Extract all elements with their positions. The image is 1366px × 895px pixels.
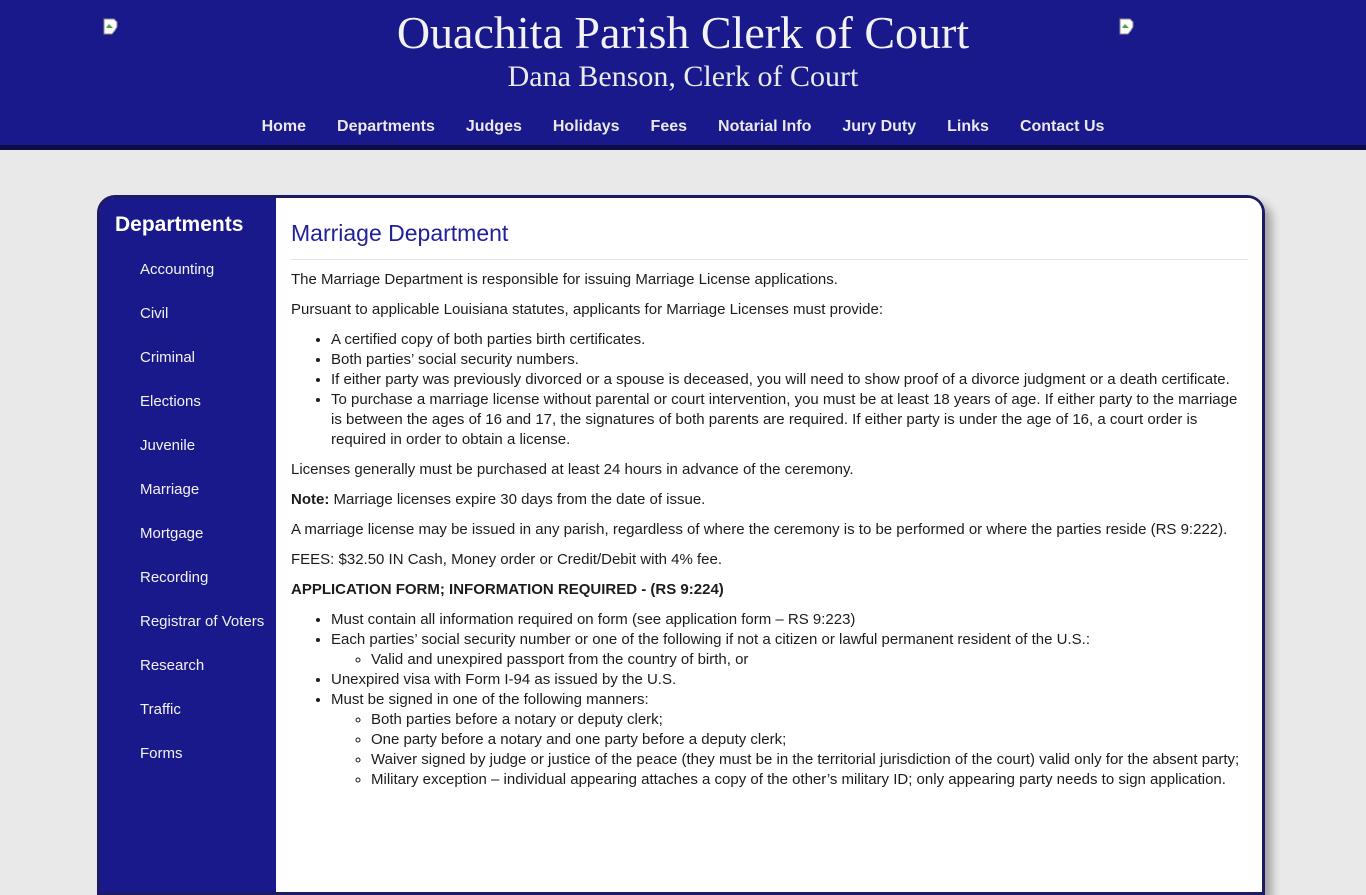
application-item: • Must contain all information required on form (see application form – RS 9:223) xyxy=(331,610,1248,630)
sidebar-item-elections[interactable] xyxy=(100,380,276,424)
nav-notarial-info[interactable]: Notarial Info xyxy=(718,118,812,135)
sidebar-item-recording[interactable] xyxy=(100,556,276,600)
sidebar-item-label[interactable]: Traffic xyxy=(140,701,181,718)
broken-image-icon xyxy=(1119,18,1135,35)
note-paragraph xyxy=(291,490,1248,510)
application-sublist xyxy=(331,650,1248,670)
application-heading: APPLICATION FORM; INFORMATION REQUIRED - (RS 9:224) xyxy=(291,581,724,598)
note-label: Note: xyxy=(291,491,330,508)
application-list xyxy=(291,610,1248,790)
site-subtitle: Dana Benson, Clerk of Court xyxy=(507,60,859,93)
requirement-item: • A certified copy of both parties birth certificates. xyxy=(331,330,1248,350)
nav-departments[interactable]: Departments xyxy=(337,118,435,135)
pursuant-paragraph: Pursuant to applicable Louisiana statutes, applicants for Marriage Licenses must provide: xyxy=(291,301,883,318)
sidebar-item-juvenile[interactable] xyxy=(100,424,276,468)
sidebar-item-label[interactable]: Accounting xyxy=(140,261,215,278)
application-subitem: ◦ Valid and unexpired passport from the country of birth, or xyxy=(371,650,1248,670)
sidebar-item-criminal[interactable] xyxy=(100,336,276,380)
requirements-list xyxy=(291,330,1248,450)
sidebar-item-accounting[interactable] xyxy=(100,248,276,292)
nav-contact-us[interactable]: Contact Us xyxy=(1019,118,1105,135)
nav-links[interactable]: Links xyxy=(947,118,989,135)
application-subitem: ◦ Military exception – individual appearing attaches a copy of the other’s military ID; only appearing party needs to sign application. xyxy=(371,770,1248,790)
requirement-item: • Both parties’ social security numbers. xyxy=(331,350,1248,370)
application-subitem: ◦ Both parties before a notary or deputy clerk; xyxy=(371,710,1248,730)
main-content xyxy=(276,198,1262,892)
sidebar-item-civil[interactable] xyxy=(100,292,276,336)
sidebar-item-label[interactable]: Civil xyxy=(140,305,169,322)
sidebar-item-mortgage[interactable] xyxy=(100,512,276,556)
note-text: Marriage licenses expire 30 days from the date of issue. xyxy=(329,491,706,508)
sidebar-item-label[interactable]: Juvenile xyxy=(140,437,196,454)
sidebar-item-label[interactable]: Recording xyxy=(140,569,209,586)
sidebar-item-traffic[interactable] xyxy=(100,688,276,732)
advance-note-paragraph: Licenses generally must be purchased at least 24 hours in advance of the ceremony. xyxy=(291,461,854,478)
departments-sidebar xyxy=(100,198,276,892)
sidebar-item-label[interactable]: Criminal xyxy=(140,349,196,366)
requirement-item: • To purchase a marriage license without parental or court intervention, you must be at least 18 years of age. If either party to the marriage is between the ages of 16 and 17, the signatures of both parents are required. If either party is under the age of 16, a court order is required in order to obtain a license. xyxy=(331,390,1248,450)
page-title: Marriage Department xyxy=(291,220,1248,260)
sidebar-item-registrar-of-voters[interactable] xyxy=(100,600,276,644)
sidebar-item-label[interactable]: Registrar of Voters xyxy=(140,613,265,630)
application-item: • Must be signed in one of the following manners: ◦ Both parties before a notary or deputy clerk; ◦ One party before a notary and one party before a deputy clerk; ◦ Waiver signed by judge or justice of the peace (they must be in the territorial jurisdiction of the court) valid only for the absent party; ◦ Military exception – individual appearing attaches a copy of the other’s military ID; only appearing party needs to sign application. xyxy=(331,690,1248,790)
main-nav xyxy=(0,117,1366,137)
site-title: Ouachita Parish Clerk of Court xyxy=(396,7,970,58)
requirement-item: • If either party was previously divorced or a spouse is deceased, you will need to show proof of a divorce judgment or a death certificate. xyxy=(331,370,1248,390)
site-header xyxy=(0,0,1366,150)
any-parish-paragraph: A marriage license may be issued in any parish, regardless of where the ceremony is to be performed or where the parties reside (RS 9:222). xyxy=(291,521,1228,538)
sidebar-item-label[interactable]: Mortgage xyxy=(140,525,204,542)
sidebar-heading: Departments xyxy=(115,213,244,236)
nav-jury-duty[interactable]: Jury Duty xyxy=(842,118,917,135)
sidebar-item-research[interactable] xyxy=(100,644,276,688)
sidebar-item-label[interactable]: Forms xyxy=(140,745,183,762)
sidebar-item-forms[interactable] xyxy=(100,732,276,776)
sidebar-item-label[interactable]: Research xyxy=(140,657,205,674)
content-panel xyxy=(97,195,1265,895)
intro-paragraph: The Marriage Department is responsible for issuing Marriage License applications. xyxy=(291,271,838,288)
nav-home[interactable]: Home xyxy=(261,118,307,135)
nav-holidays[interactable]: Holidays xyxy=(552,118,620,135)
sidebar-item-marriage[interactable] xyxy=(100,468,276,512)
sidebar-item-label[interactable]: Elections xyxy=(140,393,201,410)
application-subitem: ◦ One party before a notary and one party before a deputy clerk; xyxy=(371,730,1248,750)
application-subitem: ◦ Waiver signed by judge or justice of the peace (they must be in the territorial jurisdiction of the court) valid only for the absent party; xyxy=(371,750,1248,770)
application-item: • Unexpired visa with Form I-94 as issued by the U.S. xyxy=(331,670,1248,690)
application-sublist xyxy=(331,710,1248,790)
broken-image-icon xyxy=(103,18,119,35)
application-item: • Each parties’ social security number or one of the following if not a citizen or lawful permanent resident of the U.S.: ◦ Valid and unexpired passport from the country of birth, or xyxy=(331,630,1248,670)
nav-fees[interactable]: Fees xyxy=(650,118,688,135)
fees-paragraph: FEES: $32.50 IN Cash, Money order or Credit/Debit with 4% fee. xyxy=(291,551,723,568)
sidebar-item-label[interactable]: Marriage xyxy=(140,481,200,498)
sidebar-list xyxy=(100,248,276,776)
nav-judges[interactable]: Judges xyxy=(465,118,522,135)
